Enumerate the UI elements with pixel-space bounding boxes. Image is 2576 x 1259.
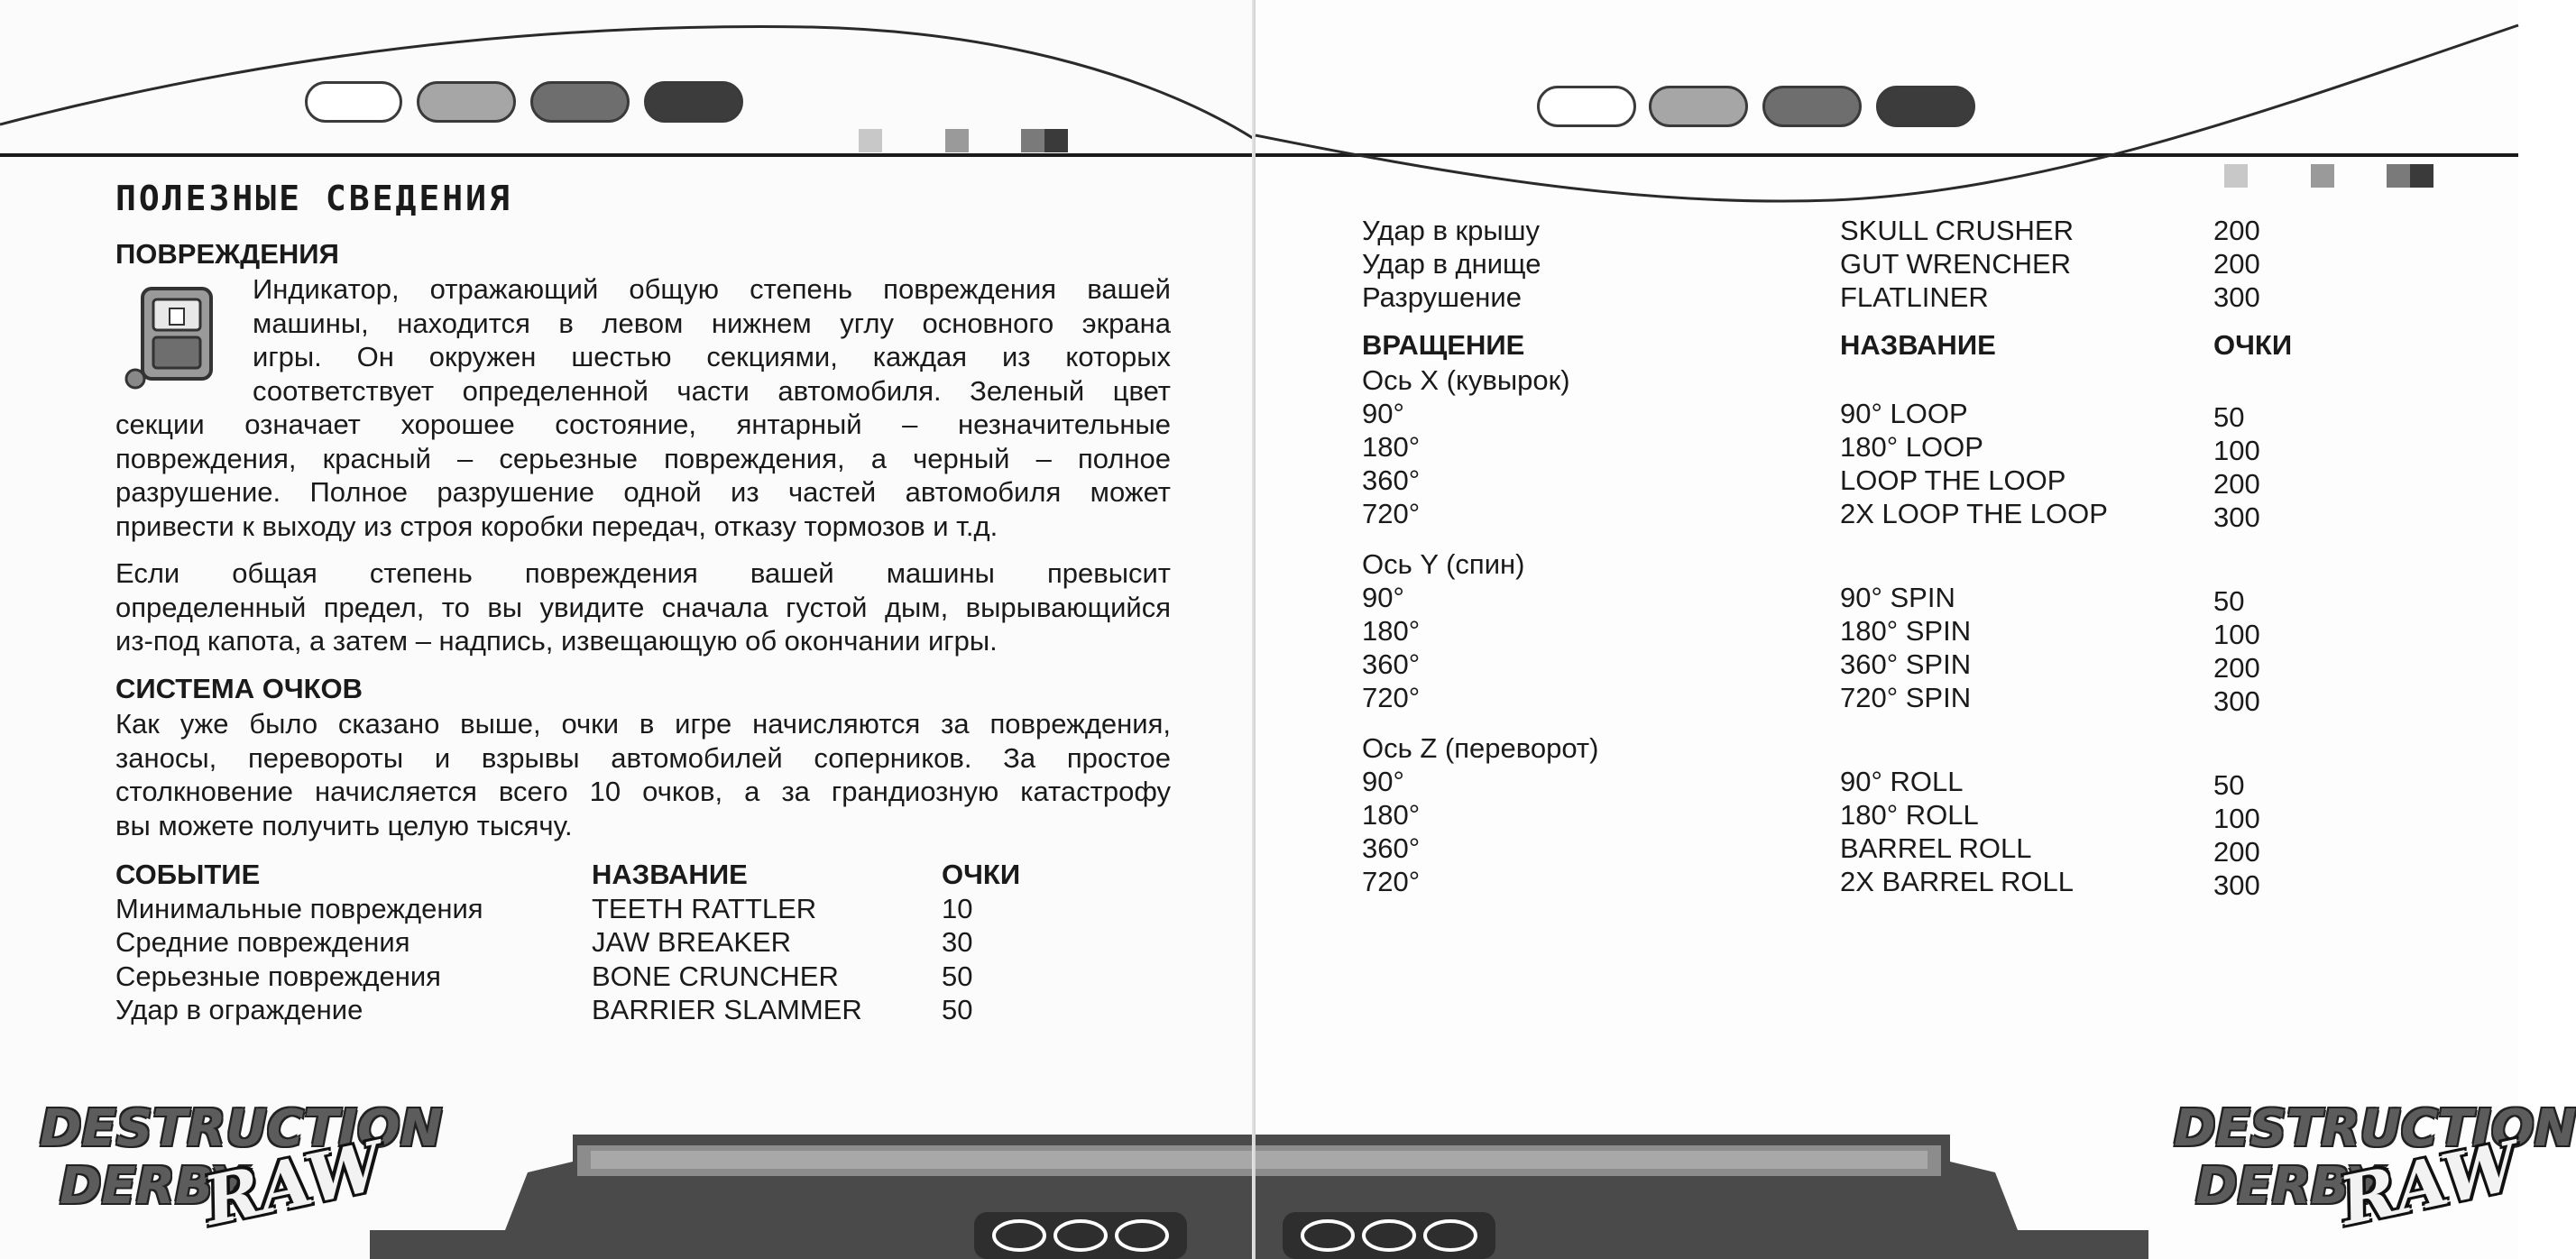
- trick-points-cell: 300: [2213, 869, 2260, 901]
- table-cell-points: 200: [2213, 248, 2260, 280]
- color-pill-mid: [530, 81, 630, 123]
- trick-points-cell: 300: [2213, 685, 2260, 717]
- table-cell-event: Удар в днище: [1362, 248, 1541, 280]
- table-cell-event: Минимальные повреждения: [115, 893, 483, 924]
- angle-cell: 360°: [1362, 648, 1421, 680]
- trick-name-cell: 180° ROLL: [1840, 799, 1979, 831]
- angle-cell: 720°: [1362, 498, 1421, 529]
- table-header-name: НАЗВАНИЕ: [1840, 329, 1996, 361]
- angle-cell: 360°: [1362, 832, 1421, 864]
- table-cell-event: Разрушение: [1362, 281, 1522, 313]
- table-cell-points: 10: [942, 893, 973, 924]
- table-cell-name: FLATLINER: [1840, 281, 1989, 313]
- angle-cell: 720°: [1362, 866, 1421, 897]
- trick-name-cell: 2X BARREL ROLL: [1840, 866, 2075, 897]
- score-line: Как уже было сказано выше, очки в игре начисляются за повреждения,: [115, 708, 1171, 740]
- angle-cell: 360°: [1362, 464, 1421, 496]
- trick-points-cell: 50: [2213, 401, 2245, 433]
- damage-paragraph-bottom: [115, 408, 1171, 543]
- color-pill-white: [1537, 86, 1636, 127]
- table-cell-name: BONE CRUNCHER: [592, 960, 839, 992]
- table-cell-name: TEETH RATTLER: [592, 893, 817, 924]
- damage-heading: ПОВРЕЖДЕНИЯ: [115, 238, 339, 270]
- table-cell-points: 300: [2213, 281, 2260, 313]
- trick-name-cell: BARREL ROLL: [1840, 832, 2032, 864]
- trick-name-cell: 2X LOOP THE LOOP: [1840, 498, 2108, 529]
- table-cell-name: GUT WRENCHER: [1840, 248, 2072, 280]
- trick-points-cell: 200: [2213, 652, 2260, 684]
- header-decoration: [0, 0, 1256, 180]
- logo-line1: DESTRUCTION: [40, 1099, 443, 1158]
- trick-name-cell: 180° LOOP: [1840, 431, 1983, 463]
- color-square-light: [2224, 164, 2248, 188]
- axis-label: Ось X (кувырок): [1362, 364, 1570, 396]
- color-square-light: [859, 129, 882, 152]
- logo-line2: DERBY: [2195, 1157, 2384, 1216]
- damage-line: Индикатор, отражающий общую степень повреждения вашей: [253, 273, 1171, 305]
- trick-name-cell: 90° LOOP: [1840, 398, 1968, 429]
- table-header-points: ОЧКИ: [2213, 329, 2293, 361]
- table-cell-name: JAW BREAKER: [592, 926, 792, 958]
- trick-points-cell: 200: [2213, 836, 2260, 868]
- score-line: столкновение начисляется всего 10 очков, а за грандиозную катастрофу: [115, 776, 1171, 807]
- color-pill-dark: [644, 81, 743, 123]
- trick-points-cell: 300: [2213, 501, 2260, 533]
- table-cell-event: Удар в крышу: [1362, 215, 1540, 246]
- color-pill-white: [305, 81, 402, 123]
- trick-name-cell: 90° SPIN: [1840, 582, 1955, 613]
- table-cell-event: Серьезные повреждения: [115, 960, 441, 992]
- left-page: [0, 0, 1256, 1259]
- color-pill-light: [417, 81, 516, 123]
- angle-cell: 90°: [1362, 766, 1404, 797]
- score-line: вы можете получить целую тысячу.: [115, 809, 573, 841]
- table-cell-points: 50: [942, 994, 973, 1025]
- damage-line: привести к выходу из строя коробки передач, отказу тормозов и т.д.: [115, 510, 998, 542]
- trick-name-cell: 720° SPIN: [1840, 682, 1972, 713]
- color-square-dark: [1021, 129, 1044, 152]
- trick-points-cell: 100: [2213, 619, 2260, 650]
- color-square-mid: [945, 129, 969, 152]
- damage-indicator-icon: [117, 285, 216, 393]
- trick-name-cell: LOOP THE LOOP: [1840, 464, 2066, 496]
- page-title: ПОЛЕЗНЫЕ СВЕДЕНИЯ: [115, 179, 512, 218]
- trick-points-cell: 100: [2213, 435, 2260, 466]
- damage-line: разрушение. Полное разрушение одной из частей автомобиля может: [115, 476, 1171, 508]
- damage-line: секции означает хорошее состояние, янтарный – незначительные: [115, 409, 1171, 440]
- angle-cell: 90°: [1362, 398, 1404, 429]
- damage-line: машины, находится в левом нижнем углу основного экрана: [253, 307, 1171, 339]
- trick-points-cell: 200: [2213, 468, 2260, 500]
- damage-line: повреждения, красный – серьезные повреждения, а черный – полное: [115, 442, 1171, 474]
- table-cell-event: Средние повреждения: [115, 926, 410, 958]
- damage-paragraph-2: [115, 556, 1171, 658]
- table-cell-name: BARRIER SLAMMER: [592, 994, 862, 1025]
- table-cell-event: Удар в ограждение: [115, 994, 363, 1025]
- table-cell-name: SKULL CRUSHER: [1840, 215, 2074, 246]
- right-page: [1256, 0, 2576, 1259]
- trick-points-cell: 50: [2213, 585, 2245, 617]
- table-header-event: СОБЫТИЕ: [115, 859, 261, 890]
- logo-line2: DERBY: [60, 1157, 248, 1216]
- trick-name-cell: 180° SPIN: [1840, 615, 1972, 647]
- damage-line: соответствует определенной части автомобиля. Зеленый цвет: [253, 374, 1171, 407]
- table-header-points: ОЧКИ: [942, 859, 1021, 890]
- angle-cell: 180°: [1362, 431, 1421, 463]
- table-cell-points: 200: [2213, 215, 2260, 246]
- color-square-black: [1044, 129, 1068, 152]
- damage-line: из-под капота, а затем – надпись, извещающую об окончании игры.: [115, 625, 998, 657]
- damage-line: определенный предел, то вы увидите сначала густой дым, вырывающийся: [115, 591, 1171, 623]
- score-line: заносы, перевороты и взрывы автомобилей соперников. За простое: [115, 741, 1171, 774]
- trick-points-cell: 100: [2213, 803, 2260, 834]
- color-pill-mid: [1762, 86, 1862, 127]
- trick-name-cell: 360° SPIN: [1840, 648, 1972, 680]
- trick-points-cell: 50: [2213, 769, 2245, 801]
- logo-raw: RAW: [2333, 1127, 2525, 1241]
- color-pill-dark: [1876, 86, 1975, 127]
- color-square-dark: [2387, 164, 2410, 188]
- angle-cell: 720°: [1362, 682, 1421, 713]
- table-cell-points: 30: [942, 926, 973, 958]
- score-heading: СИСТЕМА ОЧКОВ: [115, 673, 363, 704]
- table-header-name: НАЗВАНИЕ: [592, 859, 748, 890]
- table-cell-points: 50: [942, 960, 973, 992]
- table-header-event: ВРАЩЕНИЕ: [1362, 329, 1525, 361]
- color-pill-light: [1649, 86, 1748, 127]
- axis-label: Ось Z (переворот): [1362, 732, 1599, 764]
- angle-cell: 180°: [1362, 615, 1421, 647]
- color-square-black: [2410, 164, 2433, 188]
- trick-name-cell: 90° ROLL: [1840, 766, 1964, 797]
- angle-cell: 90°: [1362, 582, 1404, 613]
- axis-label: Ось Y (спин): [1362, 548, 1525, 580]
- logo-raw: RAW: [198, 1127, 390, 1241]
- logo-line1: DESTRUCTION: [2174, 1099, 2576, 1158]
- angle-cell: 180°: [1362, 799, 1421, 831]
- damage-line: Если общая степень повреждения вашей машины превысит: [115, 557, 1171, 589]
- color-square-mid: [2311, 164, 2334, 188]
- score-paragraph: [115, 707, 1171, 842]
- damage-line: игры. Он окружен шестью секциями, каждая из которых: [253, 341, 1171, 372]
- damage-paragraph-top: [253, 272, 1171, 408]
